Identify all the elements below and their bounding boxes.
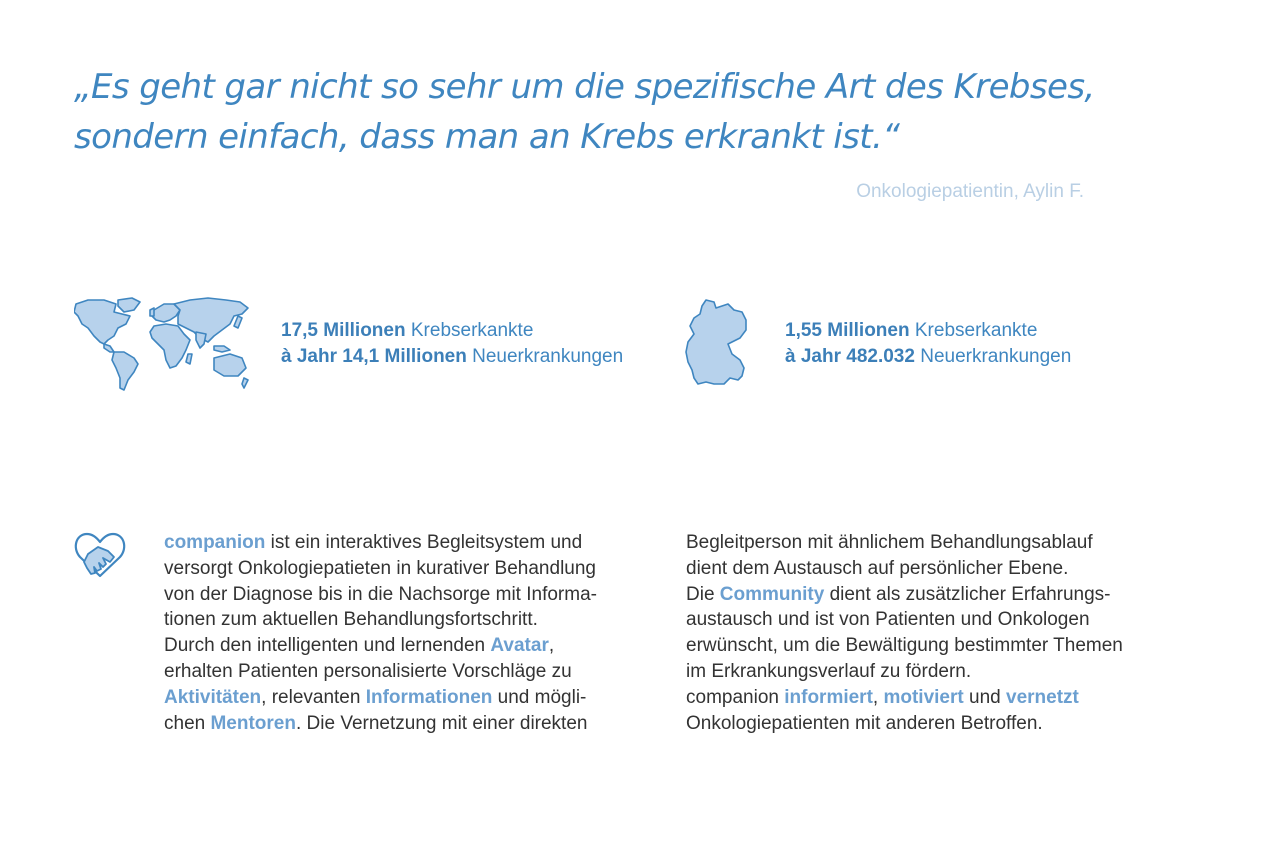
right-line-2: dient dem Austausch auf persönlicher Ebene. bbox=[686, 557, 1069, 579]
world-stat-line-1 bbox=[281, 318, 623, 344]
world-map-icon bbox=[74, 296, 250, 392]
right-line-7-text: companion bbox=[686, 686, 785, 708]
highlight-informationen: Informationen bbox=[365, 686, 493, 708]
left-line-8-text: chen bbox=[164, 712, 211, 734]
right-line-4: austausch und ist von Patienten und Onkologen bbox=[686, 609, 1090, 631]
world-new-cases-count: à Jahr 14,1 Millionen bbox=[281, 346, 467, 367]
left-line-5-text: Durch den intelligenten und lernenden bbox=[164, 635, 491, 657]
left-line-4: tionen zum aktuellen Behandlungsfortschritt. bbox=[164, 609, 538, 631]
left-line-7-tail: und mögli- bbox=[492, 686, 587, 708]
heart-handshake-icon bbox=[74, 530, 126, 580]
left-line-7 bbox=[164, 685, 597, 711]
world-cancer-count: 17,5 Millionen bbox=[281, 320, 406, 341]
highlight-aktivitaeten: Aktivitäten bbox=[164, 686, 262, 708]
left-line-3: von der Diagnose bis in die Nachsorge mit Informa- bbox=[164, 583, 597, 605]
left-line-8-tail: . Die Vernetzung mit einer direkten bbox=[295, 712, 588, 734]
right-line-3-tail: dient als zusätzlicher Erfahrungs- bbox=[824, 583, 1111, 605]
germany-new-cases-label: Neuerkrankungen bbox=[914, 346, 1072, 367]
germany-cancer-count: 1,55 Millionen bbox=[785, 320, 910, 341]
highlight-avatar: Avatar bbox=[490, 635, 549, 657]
left-line-2: versorgt Onkologiepatieten in kurativer Behandlung bbox=[164, 557, 596, 579]
right-line-7 bbox=[686, 685, 1123, 711]
germany-stat-line-2 bbox=[785, 344, 1071, 370]
left-line-5 bbox=[164, 633, 597, 659]
world-stat-line-2 bbox=[281, 344, 623, 370]
highlight-motiviert: motiviert bbox=[883, 686, 964, 708]
right-line-3 bbox=[686, 582, 1123, 608]
quote-attribution: Onkologiepatientin, Aylin F. bbox=[856, 181, 1084, 202]
highlight-vernetzt: vernetzt bbox=[1006, 686, 1079, 708]
left-line-1-text: ist ein interaktives Begleitsystem und bbox=[265, 532, 583, 553]
germany-stat-line-1 bbox=[785, 318, 1071, 344]
highlight-mentoren: Mentoren bbox=[210, 712, 296, 734]
left-line-5-punct: , bbox=[548, 635, 555, 657]
quote-line-2: sondern einfach, dass man an Krebs erkrankt ist.“ bbox=[74, 117, 900, 157]
world-new-cases-label: Neuerkrankungen bbox=[466, 346, 624, 367]
world-cancer-label: Krebserkankte bbox=[405, 320, 534, 341]
highlight-community: Community bbox=[719, 583, 825, 605]
right-line-5: erwünscht, um die Bewältigung bestimmter Themen bbox=[686, 635, 1123, 657]
right-line-7-mid: und bbox=[963, 686, 1006, 708]
left-line-8 bbox=[164, 711, 597, 737]
right-line-3-text: Die bbox=[686, 583, 720, 605]
germany-map-icon bbox=[684, 298, 752, 388]
right-line-6: im Erkrankungsverlauf zu fördern. bbox=[686, 660, 972, 682]
description-right-column bbox=[686, 530, 1123, 736]
highlight-informiert: informiert bbox=[784, 686, 873, 708]
right-line-8: Onkologiepatienten mit anderen Betroffen. bbox=[686, 712, 1043, 734]
germany-stats bbox=[785, 318, 1071, 370]
left-line-1 bbox=[164, 530, 597, 556]
world-stats bbox=[281, 318, 623, 370]
left-line-6: erhalten Patienten personalisierte Vorschläge zu bbox=[164, 660, 572, 682]
germany-new-cases-count: à Jahr 482.032 bbox=[785, 346, 915, 367]
left-line-7-text: , relevanten bbox=[261, 686, 366, 708]
germany-cancer-label: Krebserkankte bbox=[909, 320, 1038, 341]
quote bbox=[74, 62, 1134, 162]
right-line-1: Begleitperson mit ähnlichem Behandlungsablauf bbox=[686, 532, 1093, 553]
description-left-column bbox=[164, 530, 597, 736]
highlight-companion: companion bbox=[164, 532, 266, 553]
quote-line-1: „Es geht gar nicht so sehr um die spezifische Art des Krebses, bbox=[74, 67, 1095, 107]
right-line-7-sep: , bbox=[872, 686, 884, 708]
